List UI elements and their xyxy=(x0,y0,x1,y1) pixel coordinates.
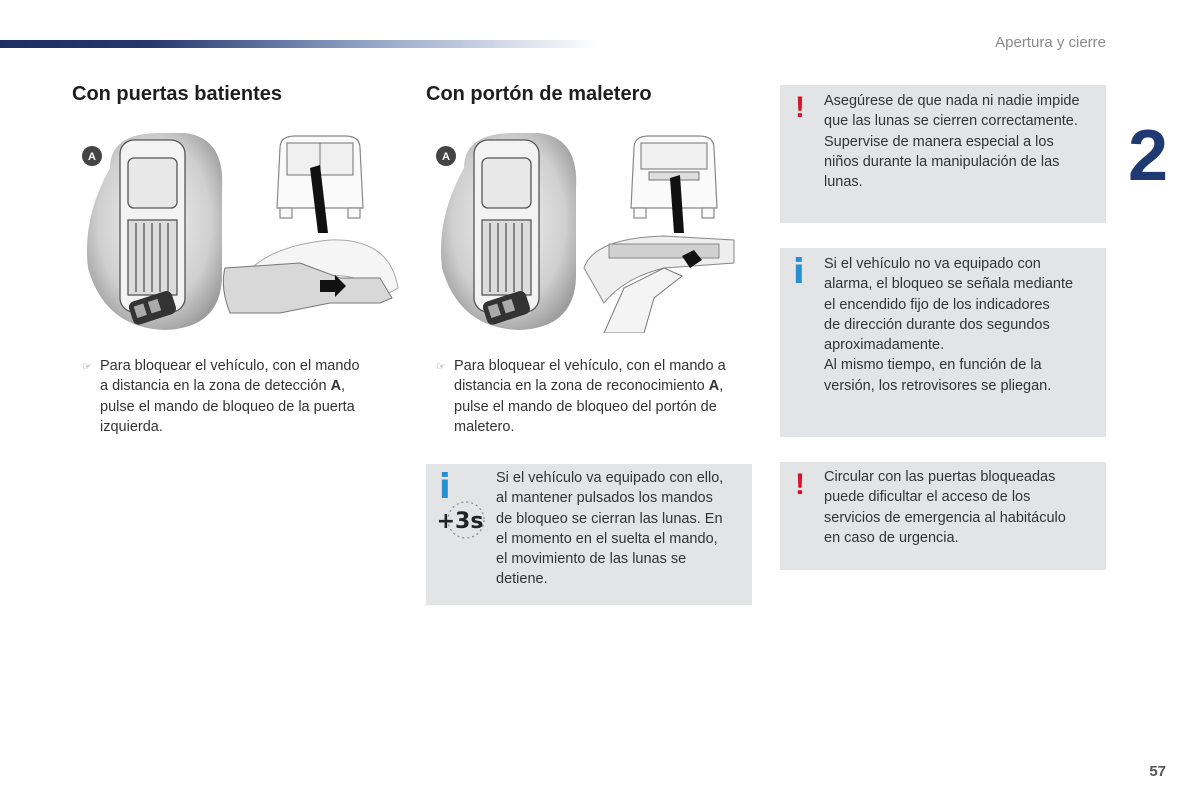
hold-3s-icon xyxy=(434,498,486,542)
note-line: alarma, el bloqueo se señala mediante xyxy=(824,276,1074,293)
note-line: en caso de urgencia. xyxy=(824,529,959,546)
bullet-pointer-icon: ☞ xyxy=(82,361,92,373)
note-line: puede dificultar el acceso de los xyxy=(824,489,1031,506)
note-line: lunas. xyxy=(824,174,863,191)
bullet-tailgate xyxy=(436,356,754,437)
bullet-line: izquierda. xyxy=(100,418,163,435)
info-note-text xyxy=(824,254,1104,396)
note-line: el movimiento de las lunas se xyxy=(496,551,687,568)
note-line: Al mismo tiempo, en función de la xyxy=(824,357,1042,374)
note-line: detiene. xyxy=(496,571,548,588)
info-note-alarm xyxy=(780,248,1106,437)
swing-doors-illustration xyxy=(80,128,400,333)
info-note-window-close xyxy=(426,464,752,605)
note-line: Asegúrese de que nada ni nadie impide xyxy=(824,93,1080,109)
info-icon: i xyxy=(439,467,451,507)
bullet-line: maletero. xyxy=(454,418,515,435)
page-header-title: Apertura y cierre xyxy=(995,34,1106,51)
info-icon: i xyxy=(793,252,805,292)
note-line: niños durante la manipulación de las xyxy=(824,153,1060,170)
bullet-line: a distancia en la zona de detección A, xyxy=(100,378,346,395)
heading-tailgate: Con portón de maletero xyxy=(426,83,652,105)
note-line: de bloqueo se cierran las lunas. En xyxy=(496,510,723,527)
bullet-line: pulse el mando de bloqueo de la puerta xyxy=(100,398,355,415)
zone-a-label: A xyxy=(442,151,450,163)
zone-a-label: A xyxy=(88,151,96,163)
heading-swing-doors: Con puertas batientes xyxy=(72,83,283,105)
tailgate-illustration xyxy=(434,128,754,333)
warning-note-emergency xyxy=(780,462,1106,570)
note-line: que las lunas se cierren correctamente. xyxy=(824,113,1078,130)
svg-text:+3s: +3s xyxy=(436,509,484,534)
warning-note-text xyxy=(824,467,1104,548)
warning-note-windows xyxy=(780,85,1106,223)
page-number: 57 xyxy=(1149,763,1166,780)
note-line: al mantener pulsados los mandos xyxy=(496,490,713,507)
note-line: Circular con las puertas bloqueadas xyxy=(824,469,1056,485)
note-line: el encendido fijo de los indicadores xyxy=(824,296,1050,313)
note-line: versión, los retrovisores se pliegan. xyxy=(824,377,1052,394)
note-line: de dirección durante dos segundos xyxy=(824,316,1050,333)
note-line: servicios de emergencia al habitáculo xyxy=(824,509,1066,526)
bullet-pointer-icon: ☞ xyxy=(436,361,446,373)
note-line: Supervise de manera especial a los xyxy=(824,133,1054,150)
note-line: Si el vehículo va equipado con ello, xyxy=(496,470,724,486)
bullet-line: Para bloquear el vehículo, con el mando a xyxy=(454,358,726,374)
warning-exclamation-icon: ! xyxy=(795,468,805,501)
header-gradient-bar xyxy=(0,40,600,48)
warning-exclamation-icon: ! xyxy=(795,91,805,124)
warning-note-text xyxy=(824,91,1104,192)
note-line: el momento en el suelta el mando, xyxy=(496,530,718,547)
bullet-line: pulse el mando de bloqueo del portón de xyxy=(454,398,717,415)
bullet-swing-doors xyxy=(82,356,400,437)
note-line: Si el vehículo no va equipado con xyxy=(824,256,1041,272)
bullet-line: Para bloquear el vehículo, con el mando xyxy=(100,358,360,374)
note-line: aproximadamente. xyxy=(824,337,945,354)
bullet-line: distancia en la zona de reconocimiento A, xyxy=(454,378,724,395)
chapter-number: 2 xyxy=(1128,116,1169,196)
info-note-text xyxy=(496,468,746,590)
